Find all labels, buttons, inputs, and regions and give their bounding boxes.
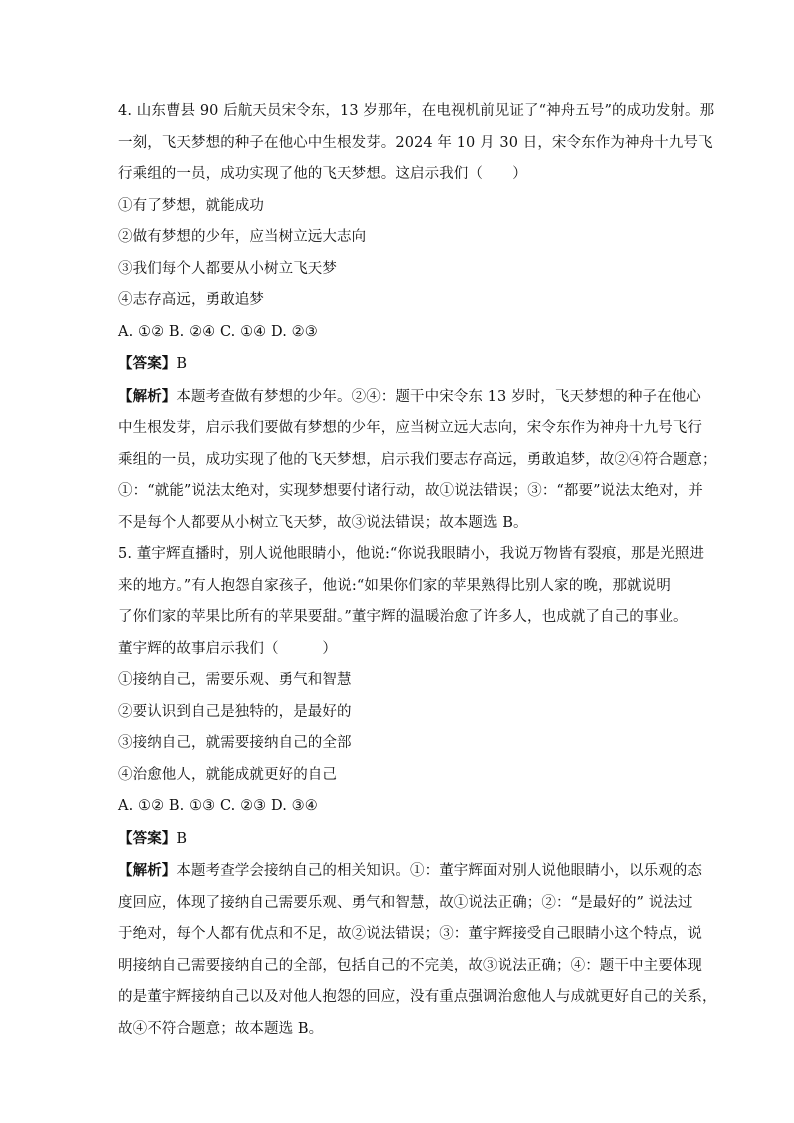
document-page	[118, 96, 717, 1045]
analysis-text: 本题考查做有梦想的少年。②④：题干中宋令东 13 岁时，飞天梦想的种子在他心	[176, 388, 701, 405]
question-stem-line: 了你们家的苹果比所有的苹果要甜。”董宇辉的温暖治愈了许多人，也成就了自己的事业。	[118, 609, 688, 625]
answer-line	[118, 823, 684, 856]
option-4: ④志存高远，勇敢追梦	[118, 292, 264, 308]
question-4	[118, 96, 717, 539]
option-3: ③接纳自己，就需要接纳自己的全部	[118, 735, 352, 751]
question-stem-line: 一刻，飞天梦想的种子在他心中生根发芽。2024 年 10 月 30 日，宋令东作为神舟十九号飞	[118, 134, 713, 151]
analysis-line: 不是每个人都要从小树立飞天梦，故③说法错误；故本题选 B。	[118, 514, 528, 531]
analysis-line: 度回应，体现了接纳自己需要乐观、勇气和智慧，故①说法正确；②：“是最好的” 说法过	[118, 894, 693, 911]
option-1: ①接纳自己，需要乐观、勇气和智慧	[118, 672, 352, 688]
answer-label: 【答案】	[118, 355, 177, 372]
answer-line	[118, 348, 684, 381]
answer-value: B	[176, 356, 188, 372]
analysis-line: 中生根发芽，启示我们要做有梦想的少年，应当树立远大志向，宋令东作为神舟十九号飞行	[118, 420, 702, 436]
option-3: ③我们每个人都要从小树立飞天梦	[118, 260, 337, 277]
question-stem-line: 董宇辉的故事启示我们（ ）	[118, 640, 337, 657]
answer-value: B	[176, 830, 188, 847]
analysis-line: 于绝对，每个人都有优点和不足，故②说法错误；③：董宇辉接受自己眼睛小这个特点，说	[118, 926, 702, 942]
analysis-text: 本题考查学会接纳自己的相关知识。①：董宇辉面对别人说他眼睛小，以乐观的态	[176, 863, 703, 879]
analysis-line: 的是董宇辉接纳自己以及对他人抱怨的回应，没有重点强调治愈他人与成就更好自己的关系，	[118, 989, 717, 1005]
option-1: ①有了梦想，就能成功	[118, 197, 264, 214]
option-2: ②要认识到自己是独特的，是最好的	[118, 703, 352, 720]
analysis-line: 故④不符合题意；故本题选 B。	[118, 1020, 324, 1037]
analysis-line: 明接纳自己需要接纳自己的全部，包括自己的不完美，故③说法正确；④：题干中主要体现	[118, 957, 702, 974]
question-stem-line: 4. 山东曹县 90 后航天员宋令东，13 岁那年，在电视机前见证了“神舟五号”的成功发射。那	[118, 103, 715, 119]
answer-choices: A. ①② B. ②④ C. ①④ D. ②③	[118, 323, 318, 340]
analysis-label: 【解析】	[118, 862, 177, 879]
question-stem-line: 5. 董宇辉直播时，别人说他眼睛小，他说:“你说我眼睛小，我说万物皆有裂痕，那是光照进	[118, 546, 705, 562]
question-stem-line: 来的地方。”有人抱怨自家孩子，他说:“如果你们家的苹果熟得比别人家的晚，那就说明	[118, 577, 671, 594]
option-4: ④治愈他人，就能成就更好的自己	[118, 766, 337, 783]
option-2: ②做有梦想的少年，应当树立远大志向	[118, 229, 367, 245]
answer-choices: A. ①② B. ①③ C. ②③ D. ③④	[118, 798, 318, 814]
analysis-label: 【解析】	[118, 387, 177, 405]
analysis-line: 乘组的一员，成功实现了他的飞天梦想，启示我们要志存高远，勇敢追梦，故②④符合题意；	[118, 451, 717, 468]
analysis-line: ①：“就能”说法太绝对，实现梦想要付诸行动，故①说法错误；③：“都要”说法太绝对，并	[118, 483, 703, 499]
answer-label: 【答案】	[118, 829, 177, 847]
question-5	[118, 539, 717, 1045]
analysis-line	[118, 381, 701, 414]
question-stem-line: 行乘组的一员，成功实现了他的飞天梦想。这启示我们（ ）	[118, 166, 527, 182]
analysis-line	[118, 855, 703, 888]
